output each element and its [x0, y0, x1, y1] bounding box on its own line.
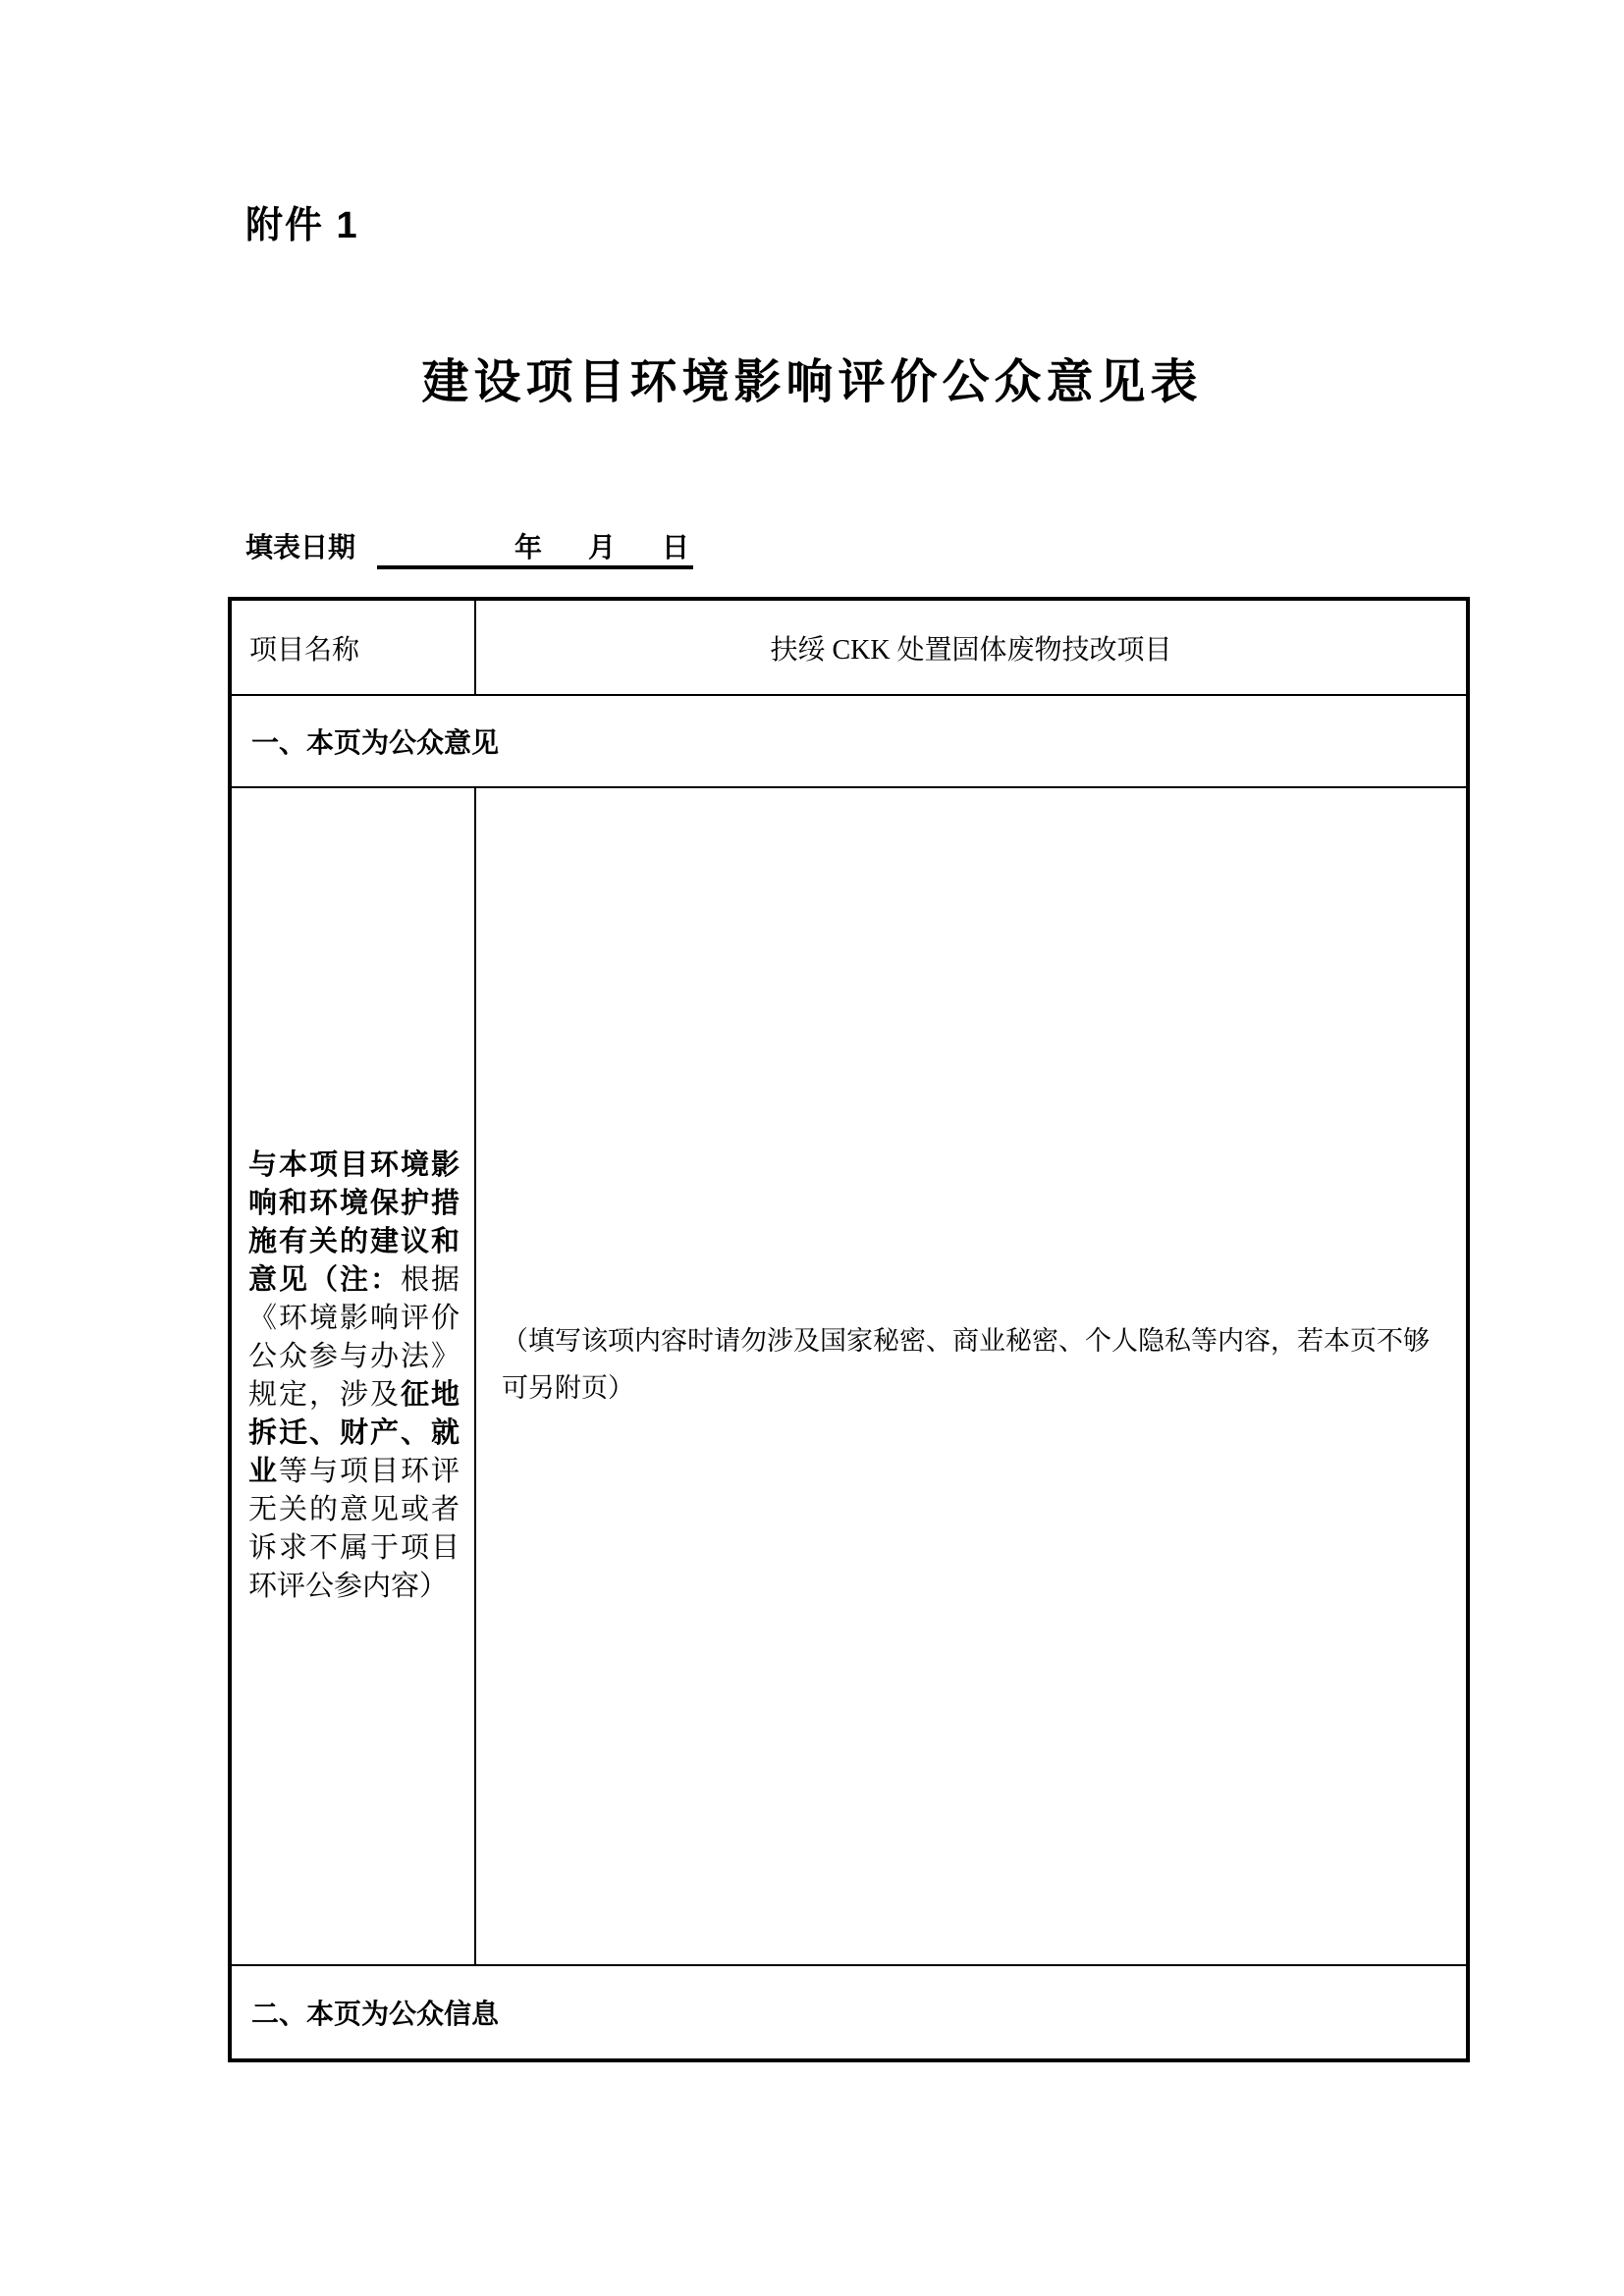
opinion-label-bold-2: 征地拆迁、财产、就业	[248, 1379, 460, 1487]
section1-header-row	[230, 695, 1468, 787]
fill-date-line	[245, 526, 693, 569]
opinion-label-regular-2: 等与项目环评无关的意见或者诉求不属于项目环评公参内容）	[248, 1456, 460, 1602]
month-label: 月	[587, 533, 616, 563]
attachment-label: 附件 1	[245, 205, 359, 246]
section1-header-cell: 一、本页为公众意见	[230, 695, 1468, 787]
day-label: 日	[662, 533, 690, 563]
opinion-label-regular-1: 根据《环境影响评价公众参与办法》规定，涉及	[248, 1264, 460, 1411]
opinion-label-bold-1: 与本项目环境影响和环境保护措施有关的建议和意见（注：	[248, 1149, 460, 1296]
opinion-input-area[interactable]	[475, 787, 1468, 1965]
opinion-form-table	[228, 597, 1470, 2062]
fill-date-label: 填表日期	[245, 533, 356, 563]
fill-date-blank-field[interactable]	[377, 526, 693, 569]
page-title: 建设项目环境影响评价公众意见表	[421, 356, 1203, 408]
section2-header-row	[230, 1965, 1468, 2060]
project-name-value-cell: 扶绥 CKK 处置固体废物技改项目	[475, 599, 1468, 695]
opinion-row	[230, 787, 1468, 1965]
section2-header-cell: 二、本页为公众信息	[230, 1965, 1468, 2060]
project-name-row	[230, 599, 1468, 695]
opinion-label-cell	[230, 787, 475, 1965]
year-label: 年	[514, 533, 542, 563]
opinion-label-text	[248, 1147, 460, 1606]
opinion-note-text: （填写该项内容时请勿涉及国家秘密、商业秘密、个人隐私等内容，若本页不够可另附页）	[502, 1326, 1430, 1403]
project-name-label-cell: 项目名称	[230, 599, 475, 695]
